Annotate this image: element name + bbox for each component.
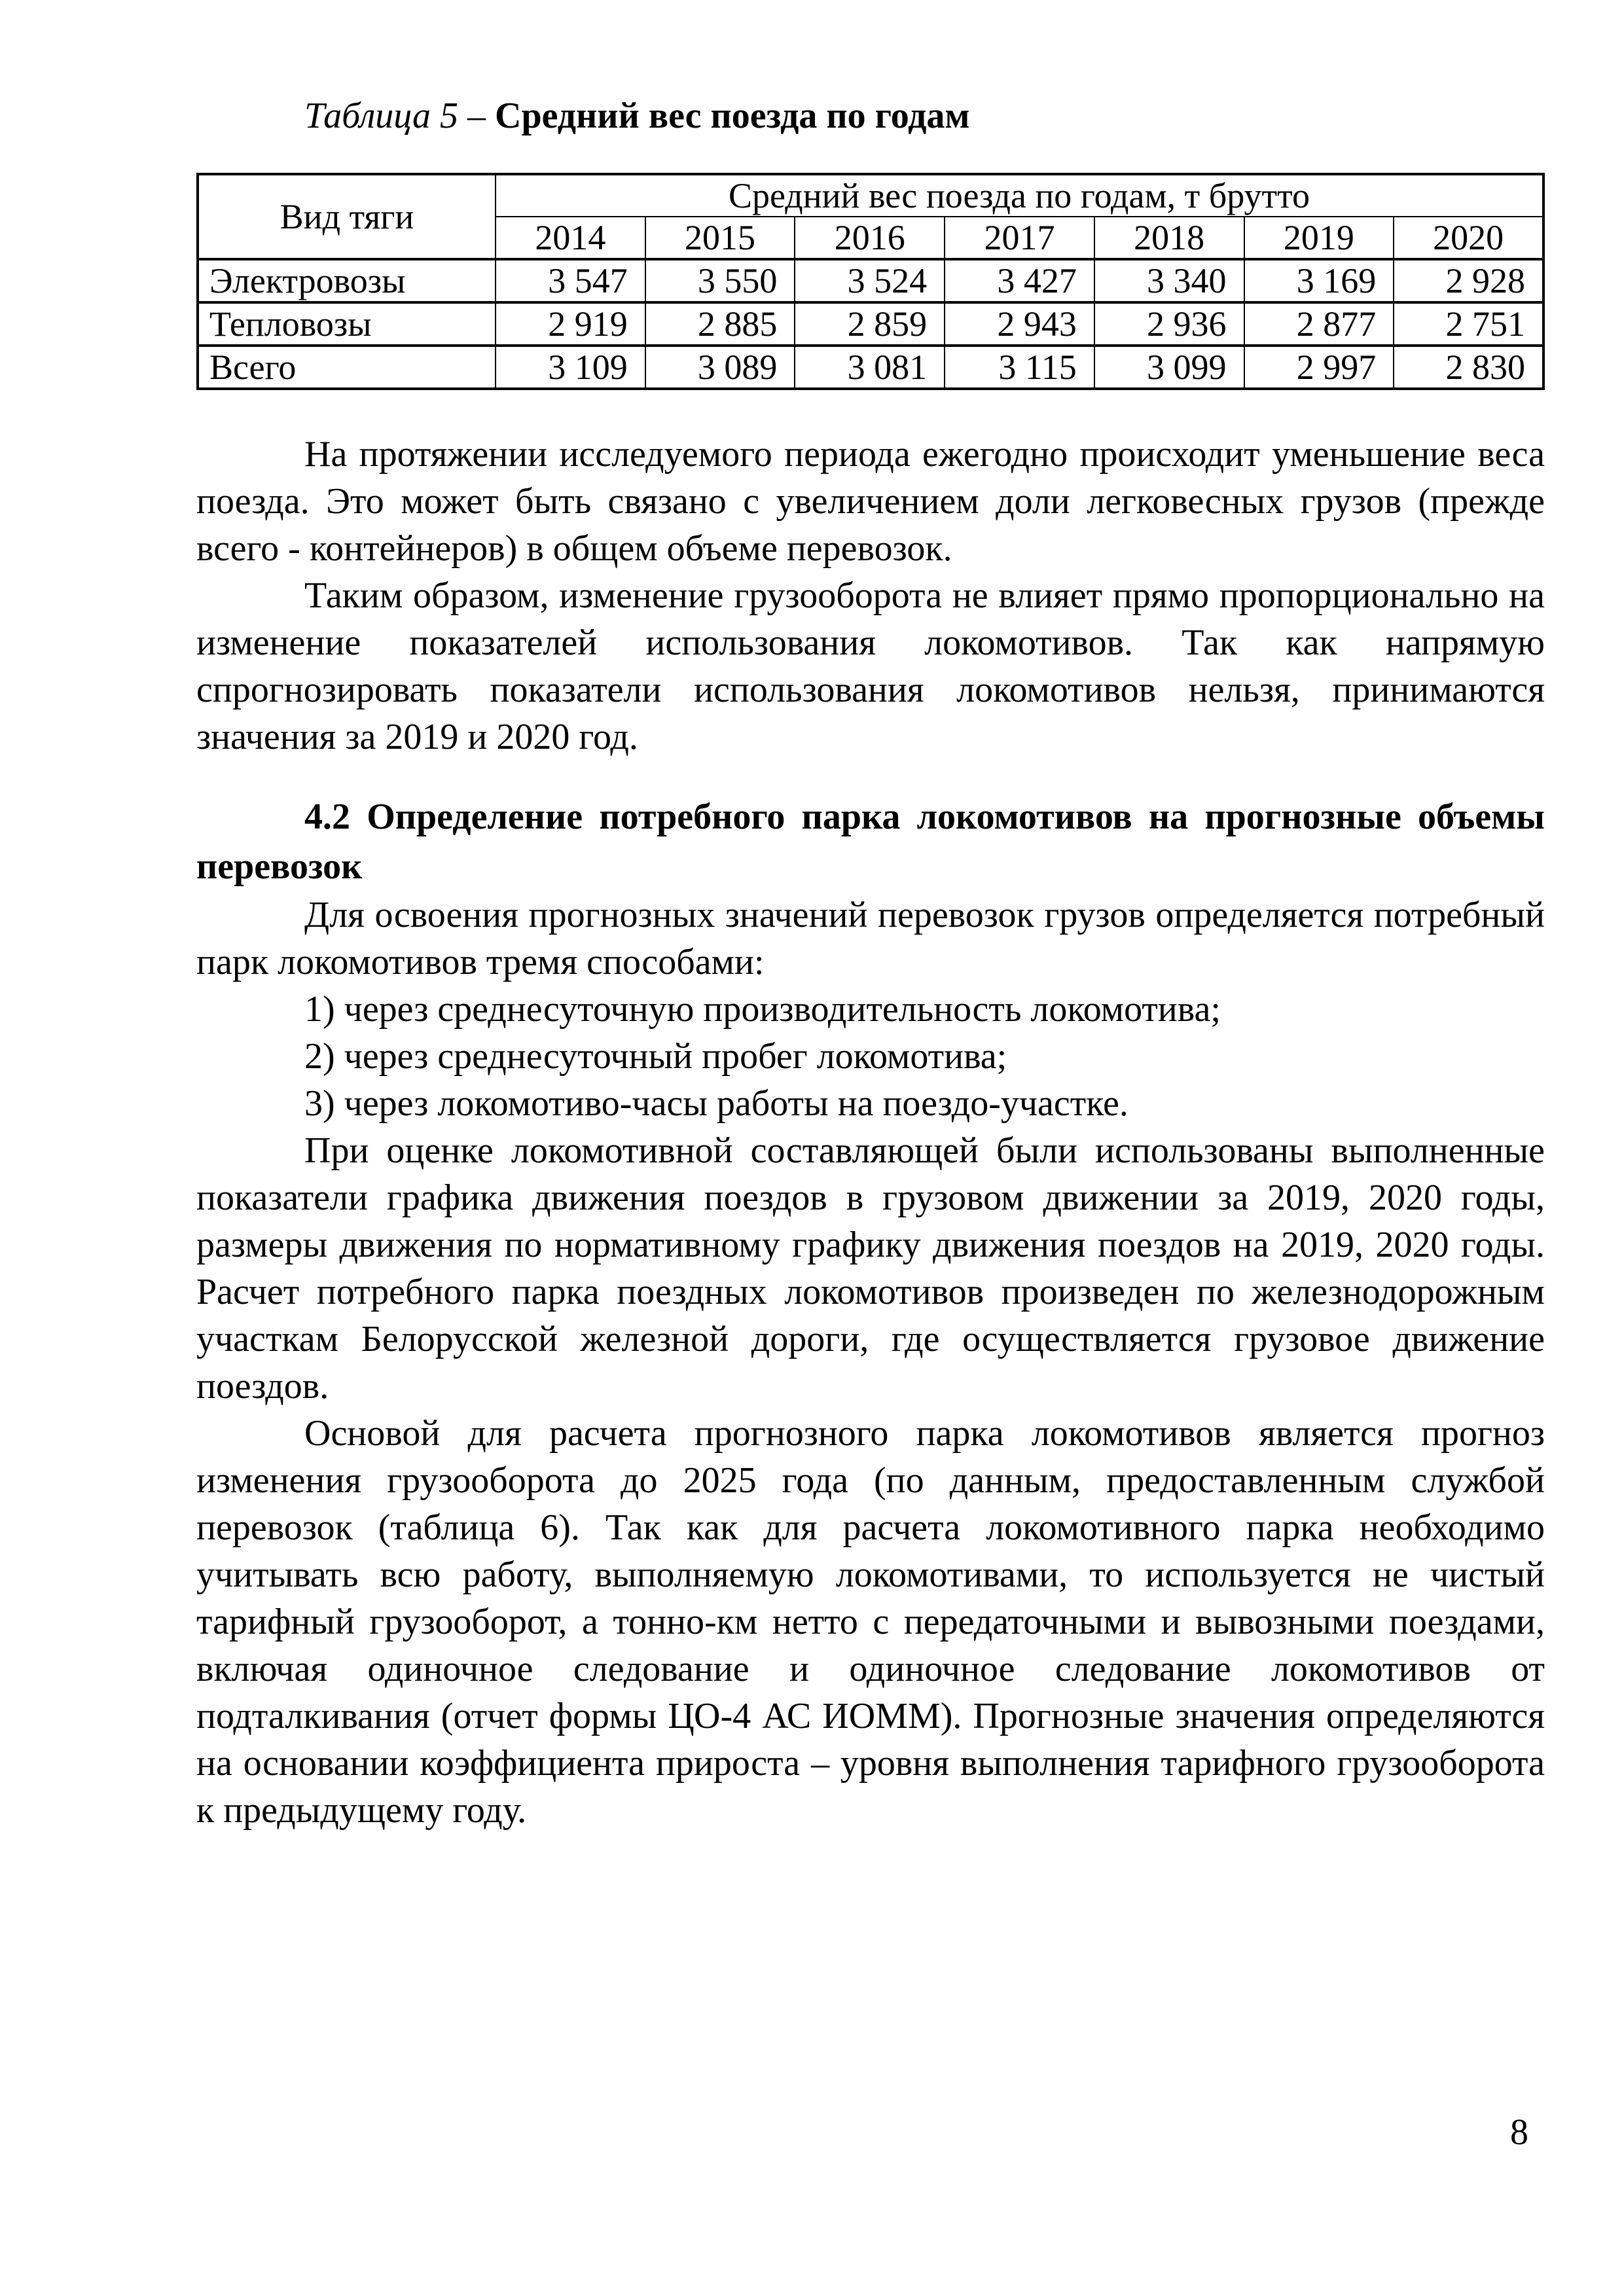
value-cell: 2 885	[645, 302, 795, 346]
value-cell: 2 997	[1244, 346, 1394, 389]
value-cell: 2 936	[1094, 302, 1244, 346]
table-row-total	[198, 346, 1543, 389]
value-cell: 2 830	[1394, 346, 1543, 389]
paragraph-three-methods-intro: Для освоения прогнозных значений перевозок грузов определяется потребный парк локомотивов тремя способами:	[196, 895, 1545, 982]
paragraph-forecast-basis: Основой для расчета прогнозного парка локомотивов является прогноз изменения грузооборота до 2025 года (по данным, предоставленным службой перевозок (таблица 6). Так как для расчета локомотивного парка необходимо учитывать всю работу, выполняемую локомотивами, то используется не чистый тарифный грузооборот, а тонно-км нетто с передаточными и вывозными поездами, включая одиночное следование и одиночное следование локомотивов от подталкивания (отчет формы ЦО-4 АС ИОММ). Прогнозные значения определяются на основании коэффициента прироста – уровня выполнения тарифного грузооборота к предыдущему году.	[196, 1413, 1545, 1831]
value-cell: 3 550	[645, 259, 795, 302]
paragraph-locomotive-assessment: При оценке локомотивной составляющей были использованы выполненные показатели графика движения поездов в грузовом движении за 2019, 2020 годы, размеры движения по нормативному графику движения поездов на 2019, 2020 годы. Расчет потребного парка поездных локомотивов произведен по железнодорожным участкам Белорусской железной дороги, где осуществляется грузовое движение поездов.	[196, 1130, 1545, 1407]
year-cell: 2018	[1094, 217, 1244, 259]
value-cell: 2 928	[1394, 259, 1543, 302]
value-cell: 3 340	[1094, 259, 1244, 302]
row-label: Всего	[198, 346, 496, 389]
value-cell: 3 109	[496, 346, 645, 389]
list-item-method-1: 1) через среднесуточную производительность локомотива;	[304, 989, 1221, 1030]
document-content	[196, 92, 1545, 1834]
year-cell: 2019	[1244, 217, 1394, 259]
value-cell: 3 547	[496, 259, 645, 302]
year-cell: 2016	[795, 217, 945, 259]
paragraph-freight-turnover-influence: Таким образом, изменение грузооборота не влияет прямо пропорционально на изменение показателей использования локомотивов. Так как напрямую спрогнозировать показатели использования локомотивов нельзя, принимаются значения за 2019 и 2020 год.	[196, 575, 1545, 757]
table-row-electric	[198, 259, 1543, 302]
value-cell: 3 099	[1094, 346, 1244, 389]
row-label: Тепловозы	[198, 302, 496, 346]
value-cell: 3 089	[645, 346, 795, 389]
value-cell: 3 427	[945, 259, 1094, 302]
avg-train-weight-table	[196, 173, 1545, 390]
table-row-diesel	[198, 302, 1543, 346]
year-cell: 2017	[945, 217, 1094, 259]
value-cell: 3 115	[945, 346, 1094, 389]
section-heading-4-2: 4.2 Определение потребного парка локомотивов на прогнозные объемы перевозок	[196, 797, 1545, 887]
row-label: Электровозы	[198, 259, 496, 302]
table-caption-title: Средний вес поезда по годам	[495, 96, 970, 136]
header-cell-span-title: Средний вес поезда по годам, т брутто	[496, 174, 1543, 217]
value-cell: 2 919	[496, 302, 645, 346]
value-cell: 2 751	[1394, 302, 1543, 346]
value-cell: 2 859	[795, 302, 945, 346]
paragraph-train-weight-decrease: На протяжении исследуемого периода ежегодно происходит уменьшение веса поезда. Это может быть связано с увеличением доли легковесных грузов (прежде всего - контейнеров) в общем объеме перевозок.	[196, 434, 1545, 569]
year-cell: 2020	[1394, 217, 1543, 259]
value-cell: 3 524	[795, 259, 945, 302]
value-cell: 3 081	[795, 346, 945, 389]
table-caption	[196, 92, 1545, 140]
year-cell: 2014	[496, 217, 645, 259]
value-cell: 2 877	[1244, 302, 1394, 346]
page-number: 8	[1510, 2112, 1528, 2153]
table-caption-label: Таблица 5 –	[304, 96, 495, 136]
table-header-row-1	[198, 174, 1543, 217]
value-cell: 2 943	[945, 302, 1094, 346]
header-cell-traction-type: Вид тяги	[198, 174, 496, 259]
list-item-method-2: 2) через среднесуточный пробег локомотива;	[304, 1036, 1007, 1077]
value-cell: 3 169	[1244, 259, 1394, 302]
year-cell: 2015	[645, 217, 795, 259]
list-item-method-3: 3) через локомотиво-часы работы на поездо-участке.	[304, 1083, 1128, 1124]
